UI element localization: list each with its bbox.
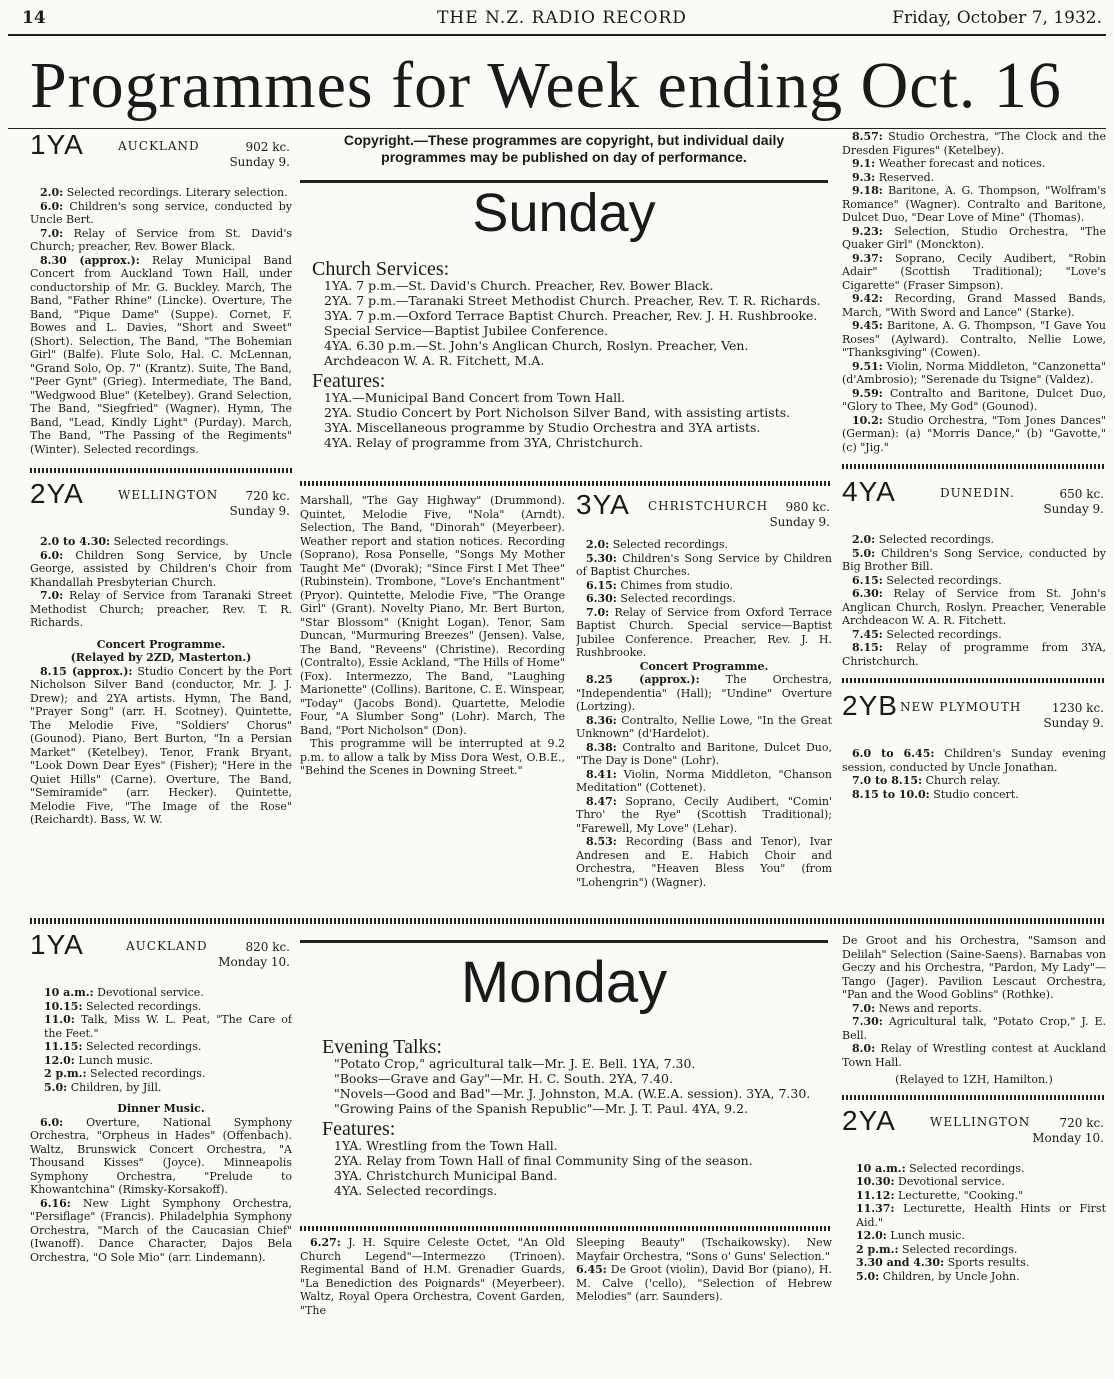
programme-text: Selected recordings. xyxy=(905,1161,1025,1175)
programme-time: 6.15: xyxy=(852,573,883,587)
programme-time: 12.0: xyxy=(856,1229,887,1242)
evening-talks xyxy=(322,1036,822,1116)
programme-item xyxy=(30,186,292,200)
station-code: 2YA xyxy=(842,1104,896,1136)
sunday-banner: Sunday xyxy=(300,180,828,248)
station-freq: 902 kc. Sunday 9. xyxy=(229,140,290,169)
programme-list xyxy=(30,665,292,827)
programme-note: This programme will be interrupted at 9.2 p.m. to allow a talk by Miss Dora West, O.B.E., "Behind the Scenes in Downing Street." xyxy=(300,737,565,777)
station-header-3ya xyxy=(576,494,832,534)
programme-item xyxy=(856,1202,1106,1229)
programme-text: New Light Symphony Orchestra, "Persiflage" (Francis). Philadelphia Symphony Orchestra, "March of the Caucasian Chief" (Iwanoff). Dance Character, Dajos Bela Orchestra, "O Sole Mio" (arr. Lindemann). xyxy=(30,1196,292,1264)
programme-item xyxy=(842,533,1106,547)
programme-item xyxy=(44,1054,292,1068)
programme-list xyxy=(842,130,1106,454)
programme-time: 9.37: xyxy=(852,251,883,265)
station-freq: 980 kc. Sunday 9. xyxy=(769,500,830,529)
programme-text: Baritone, A. G. Thompson, "I Gave You Roses" (Aylward). Contralto, Nellie Lowe, "Thanksgiving" (Cowen). xyxy=(842,319,1106,359)
programme-time: 10 a.m.: xyxy=(44,986,94,999)
station-freq: 720 kc. Sunday 9. xyxy=(229,489,290,518)
main-title: Programmes for Week ending Oct. 16 xyxy=(30,49,1062,122)
station-header-1ya xyxy=(30,134,292,178)
station-city: CHRISTCHURCH xyxy=(648,499,769,513)
programme-time: 6.15: xyxy=(586,578,617,592)
programme-item xyxy=(842,184,1106,225)
church-services-label: Church Services: xyxy=(312,258,450,280)
sunday-col-2 xyxy=(300,494,565,906)
programme-item xyxy=(30,549,292,590)
programme-item xyxy=(576,1236,832,1263)
programme-time: 6.27: xyxy=(310,1236,341,1249)
programme-item xyxy=(576,592,832,606)
programme-text: Relay Municipal Band Concert from Auckland Town Hall, under conductorship of Mr. G. Buckley. March, The Band, "Father Rhine" (Lincke). Overture, The Band, "Pique Dame" (Suppe). Cornet, F. Bowes and L. Davies, "Short and Sweet" (Short). Selection, The Band, "The Bohemian Girl" (Balfe). Flute Solo, Hal. C. McLennan, "Grand Solo, Op. 7" (Krantz). Suite, The Band, "Peer Gynt" (Grieg). Intermediate, The Band, "Wedgwood Blue" (Ketelbey). Grand Selection, The Band, "Siegfried" (Wagner). Hymn, The Band, "Lead, Kindly Light" (Purday). March, The Band, "The Passing of the Regiments" (Winter). Selected recordings. xyxy=(30,253,292,456)
programme-list xyxy=(842,1162,1106,1284)
programme-item xyxy=(842,225,1106,252)
summary-item: 4YA. 6.30 p.m.—St. John's Anglican Church, Roslyn. Preacher, Ven. Archdeacon W. A. R. Fitchett, M.A. xyxy=(324,338,749,368)
day-divider xyxy=(30,918,1106,924)
programme-list xyxy=(576,538,832,660)
station-freq: 1230 kc. Sunday 9. xyxy=(1043,701,1104,730)
station-code: 1YA xyxy=(30,134,84,160)
features xyxy=(312,370,824,450)
summary-item: 3YA. 7 p.m.—Oxford Terrace Baptist Church. Preacher, Rev. J. H. Rushbrooke. Special Service—Baptist Jubilee Conference. xyxy=(324,308,818,338)
programme-item xyxy=(576,606,832,660)
programme-item xyxy=(576,579,832,593)
programme-item xyxy=(30,254,292,457)
programme-text: Chimes from studio. xyxy=(616,578,733,592)
programme-item xyxy=(30,227,292,254)
programme-time: 9.51: xyxy=(852,359,883,373)
monday-col-1 xyxy=(30,934,292,1354)
programme-list xyxy=(842,1002,1106,1070)
programme-time: 9.18: xyxy=(852,184,883,197)
programme-item xyxy=(44,1000,292,1014)
programme-text: Studio Concert by the Port Nicholson Silver Band (conductor, Mr. J. J. Drew); and 2YA artists. Hymn, The Band, "Prayer Song" (arr. H. Scotney). Quintette, The Melodie Five, "Soldiers' Chorus" (Gounod). Piano, Bert Burton, "In a Persian Market" (Ketelbey). Tenor, Frank Bryant, "Look Down Dear Eyes" (Fisher); "Here in the Quiet Hills" (Carne). Overture, The Band, "Semiramide" (arr. Hecker). Quintette, Melodie Five, "The Image of the Rose" (Reichardt). Bass, W. W. xyxy=(30,664,292,826)
programme-text: Baritone, A. G. Thompson, "Wolfram's Romance" (Wagner). Contralto and Baritone, Dulcet Duo, "Dear Love of Mine" (Thomas). xyxy=(842,184,1106,224)
programme-item xyxy=(30,589,292,630)
programme-text: De Groot (violin), David Bor (piano), H. M. Calve ('cello), "Selection of Hebrew Melodies" (arr. Saunders). xyxy=(576,1263,832,1303)
programme-text: Relay of Service from Taranaki Street Methodist Church; preacher, Rev. T. R. Richards. xyxy=(30,589,292,629)
programme-list xyxy=(30,186,292,456)
programme-time: 12.0: xyxy=(44,1053,75,1067)
programme-text: Lunch music. xyxy=(886,1229,965,1242)
programme-time: 9.45: xyxy=(852,319,883,332)
programme-text: Children's song service, conducted by Uncle Bert. xyxy=(30,199,292,226)
programme-item xyxy=(300,1236,565,1317)
programme-text: Children Song Service, by Uncle George, assisted by Children's Choir from Khandallah Presbyterian Church. xyxy=(30,548,292,589)
summary-item: "Potato Crop," agricultural talk—Mr. J. E. Bell. 1YA, 7.30. xyxy=(334,1056,696,1071)
programme-text: Lunch music. xyxy=(74,1053,153,1067)
divider xyxy=(300,1226,830,1231)
station-city: AUCKLAND xyxy=(118,139,200,153)
programme-time: 11.0: xyxy=(44,1013,75,1026)
programme-text: Contralto and Baritone, Dulcet Duo, "Glory to Thee, My God" (Gounod). xyxy=(842,386,1106,413)
copyright-notice: Copyright.—These programmes are copyright, but individual daily programmes may be published on day of performance. xyxy=(343,132,785,165)
programme-text: Children's Song Service by Children of Baptist Churches. xyxy=(576,551,832,578)
programme-time: 2 p.m.: xyxy=(44,1067,87,1080)
station-code: 2YA xyxy=(30,478,84,509)
monday-col-2 xyxy=(300,1236,565,1356)
programme-item xyxy=(842,1002,1106,1016)
programme-text: Recording, Grand Massed Bands, March, "With Sword and Lance" (Starke). xyxy=(842,292,1106,319)
programme-time: 8.15: xyxy=(852,641,883,654)
station-code: 1YA xyxy=(30,934,84,960)
programme-time: 8.53: xyxy=(586,835,617,848)
programme-time: 8.25 (approx.): xyxy=(586,673,700,686)
programme-list xyxy=(842,533,1106,668)
programme-item xyxy=(576,795,832,836)
programme-time: 5.0: xyxy=(856,1269,880,1283)
monday-col-3 xyxy=(576,1236,832,1356)
programme-time: 3.30 and 4.30: xyxy=(856,1256,945,1269)
title-rule xyxy=(8,128,1106,129)
sunday-summary-box xyxy=(312,258,824,476)
programme-item xyxy=(856,1189,1106,1203)
programme-item xyxy=(842,252,1106,293)
programme-text: Studio Orchestra, "The Clock and the Dresden Figures" (Ketelbey). xyxy=(842,130,1106,157)
programme-item xyxy=(842,130,1106,157)
summary-item: 4YA. Relay of programme from 3YA, Christchurch. xyxy=(324,435,643,450)
programme-text: Lecturette, "Cooking." xyxy=(894,1188,1024,1202)
summary-item: "Books—Grave and Gay"—Mr. H. C. South. 2YA, 7.40. xyxy=(334,1071,673,1086)
programme-time: 2.0: xyxy=(40,186,64,199)
programme-text: Selected recordings. xyxy=(616,592,736,605)
programme-item xyxy=(576,1263,832,1304)
summary-item: 4YA. Selected recordings. xyxy=(334,1183,498,1198)
summary-item: 3YA. Miscellaneous programme by Studio Orchestra and 3YA artists. xyxy=(324,420,761,435)
programme-text: Lecturette, Health Hints or First Aid." xyxy=(856,1202,1106,1229)
programme-item xyxy=(842,360,1106,387)
programme-item xyxy=(44,1081,292,1095)
programme-text: Agricultural talk, "Potato Crop," J. E. Bell. xyxy=(842,1015,1106,1042)
programme-item xyxy=(576,835,832,889)
programme-time: 6.30: xyxy=(852,587,883,600)
programme-time: 11.15: xyxy=(44,1040,83,1053)
programme-item xyxy=(856,1162,1106,1176)
programme-text: Selected recordings. xyxy=(882,627,1002,641)
programme-time: 8.41: xyxy=(586,767,617,781)
programme-text: Soprano, Cecily Audibert, "Robin Adair" (Scottish Traditional); "Love's Cigarette" (Fraser Simpson). xyxy=(842,251,1106,292)
programme-time: 7.0: xyxy=(852,1001,876,1015)
programme-text: Selected recordings. Literary selection. xyxy=(63,186,288,199)
divider xyxy=(30,468,292,473)
programme-time: 6.0: xyxy=(40,548,64,562)
programme-text: Soprano, Cecily Audibert, "Comin' Thro' the Rye" (Scottish Traditional); "Farewell, My Love" (Lehar). xyxy=(576,794,832,835)
programme-text: Relay of Wrestling contest at Auckland Town Hall. xyxy=(842,1042,1106,1069)
programme-time: 11.37: xyxy=(856,1202,895,1215)
station-city: NEW PLYMOUTH xyxy=(900,700,1022,714)
programme-text: Talk, Miss W. L. Peat, "The Care of the Feet." xyxy=(44,1013,292,1040)
programme-list xyxy=(30,535,292,630)
programme-item xyxy=(576,768,832,795)
features-label: Features: xyxy=(312,370,386,392)
programme-time: 7.0: xyxy=(586,605,610,619)
programme-time: 10 a.m.: xyxy=(856,1161,906,1175)
station-city: WELLINGTON xyxy=(118,488,219,502)
station-freq: 820 kc. Monday 10. xyxy=(218,940,290,969)
station-header-2ya xyxy=(30,478,292,527)
programme-time: 10.2: xyxy=(852,413,883,427)
programme-time: 6.0 to 6.45: xyxy=(852,747,935,760)
programme-text: Relay of Service from Oxford Terrace Baptist Church. Special service—Baptist Jubilee Conference. Preacher, Rev. J. H. Rushbrooke. xyxy=(576,605,832,659)
programme-text: Recording (Bass and Tenor), Ivar Andresen and E. Habich Choir and Orchestra, "Heaven Bless You" (from "Lohengrin") (Wagner). xyxy=(576,835,832,889)
header-rule xyxy=(8,34,1106,36)
sunday-col-4 xyxy=(842,130,1106,906)
programme-item xyxy=(842,1015,1106,1042)
programme-item xyxy=(576,714,832,741)
publication-title: THE N.Z. RADIO RECORD xyxy=(437,8,687,28)
programme-item xyxy=(856,1270,1106,1284)
programme-text: Contralto and Baritone, Dulcet Duo, "The Day is Done" (Lohr). xyxy=(576,740,832,767)
issue-date: Friday, October 7, 1932. xyxy=(892,8,1102,28)
programme-continuation: De Groot and his Orchestra, "Samson and Delilah" Selection (Saine-Saens). Barnabas von Geczy and his Orchestra, "Pardon, My Lady"—Tango (Jager). Pavilion Lescaut Orchestra, "Pan and the Wood Goblins" (Rothke). xyxy=(842,934,1106,1001)
programme-item xyxy=(842,774,1106,788)
programme-list xyxy=(576,673,832,889)
summary-item: 2YA. Studio Concert by Port Nicholson Silver Band, with assisting artists. xyxy=(324,405,791,420)
programme-text: Selection, Studio Orchestra, "The Quaker Girl" (Monckton). xyxy=(842,224,1106,251)
station-freq: 650 kc. Sunday 9. xyxy=(1043,487,1104,516)
page-header xyxy=(22,6,1102,32)
programme-text: Relay of Service from St. John's Anglican Church, Roslyn. Preacher, Venerable Archdeacon W. A. R. Fitchett. xyxy=(842,587,1106,627)
divider xyxy=(842,464,1106,469)
programme-time: 5.0: xyxy=(44,1080,68,1094)
programme-time: 9.23: xyxy=(852,224,883,238)
programme-text: Relay of programme from 3YA, Christchurch. xyxy=(842,641,1106,668)
sunday-col-1 xyxy=(30,134,292,906)
church-services xyxy=(312,258,824,368)
programme-list xyxy=(842,747,1106,801)
programme-time: 2 p.m.: xyxy=(856,1242,899,1256)
page-number: 14 xyxy=(22,8,46,28)
programme-time: 8.38: xyxy=(586,740,617,754)
programme-text: Devotional service. xyxy=(894,1175,1005,1188)
programme-item xyxy=(842,788,1106,802)
summary-item: 2YA. 7 p.m.—Taranaki Street Methodist Church. Preacher, Rev. T. R. Richards. xyxy=(324,293,821,308)
summary-item: 2YA. Relay from Town Hall of final Community Sing of the season. xyxy=(334,1153,753,1168)
programme-time: 6.16: xyxy=(40,1196,71,1210)
programme-time: 7.0: xyxy=(40,226,64,240)
programme-time: 5.0: xyxy=(852,546,876,560)
programme-text: Children, by Uncle John. xyxy=(879,1269,1020,1283)
programme-text: Contralto, Nellie Lowe, "In the Great Unknown" (d'Hardelot). xyxy=(576,713,832,740)
summary-item: "Novels—Good and Bad"—Mr. J. Johnston, M.A. (W.E.A. session). 3YA, 7.30. xyxy=(334,1086,811,1101)
programme-item xyxy=(44,1067,292,1081)
programme-item xyxy=(856,1243,1106,1257)
programme-text: J. H. Squire Celeste Octet, "An Old Church Legend"—Intermezzo (Trinoen). Regimental Band of H.M. Grenadier Guards, "La Benediction des Poignards" (Meyerbeer). Waltz, Royal Opera Orchestra, Covent Garden, "The xyxy=(300,1236,565,1317)
station-header-2yb xyxy=(842,690,1106,739)
programme-item xyxy=(842,319,1106,360)
programme-text: Children's Sunday evening session, conducted by Uncle Jonathan. xyxy=(842,747,1106,774)
programme-item xyxy=(30,1116,292,1197)
programme-time: 10.15: xyxy=(44,999,83,1013)
summary-item: 3YA. Christchurch Municipal Band. xyxy=(334,1168,558,1183)
divider xyxy=(842,678,1106,683)
programme-time: 6.0: xyxy=(40,199,64,213)
monday-col-4 xyxy=(842,934,1106,1354)
programme-item xyxy=(842,628,1106,642)
programme-time: 2.0: xyxy=(586,538,610,551)
programme-time: 9.42: xyxy=(852,292,883,305)
programme-text: Violin, Norma Middleton, "Chanson Meditation" (Cottenet). xyxy=(576,767,832,794)
programme-text: News and reports. xyxy=(875,1001,982,1015)
programme-time: 6.30: xyxy=(586,592,617,605)
relay-note: (Relayed to 1ZH, Hamilton.) xyxy=(895,1073,1053,1086)
programme-item xyxy=(856,1229,1106,1243)
programme-text: Selected recordings. xyxy=(110,535,229,548)
programme-text: Selected recordings. xyxy=(82,999,202,1013)
programme-item xyxy=(842,292,1106,319)
programme-time: 8.57: xyxy=(852,130,883,143)
programme-time: 7.0: xyxy=(40,589,64,602)
evening-talks-label: Evening Talks: xyxy=(322,1036,442,1058)
programme-item xyxy=(842,574,1106,588)
programme-text: Violin, Norma Middleton, "Canzonetta" (d'Ambrosio); "Serenade du Tsigne" (Valdez). xyxy=(842,359,1106,386)
programme-item xyxy=(856,1256,1106,1270)
programme-text: Selected recordings. xyxy=(86,1067,206,1080)
programme-time: 7.45: xyxy=(852,627,883,641)
programme-item xyxy=(842,747,1106,774)
sunday-col-3 xyxy=(576,494,832,906)
programme-text: Reserved. xyxy=(875,170,935,184)
programme-item xyxy=(30,1197,292,1265)
programme-item xyxy=(842,157,1106,171)
programme-item xyxy=(30,200,292,227)
programme-text: Selected recordings. xyxy=(875,533,995,546)
station-city: DUNEDIN. xyxy=(940,486,1015,500)
programme-list xyxy=(30,1116,292,1265)
programme-time: 5.30: xyxy=(586,551,617,565)
programme-text: Selected recordings. xyxy=(898,1242,1018,1256)
programme-text: Church relay. xyxy=(922,774,1001,787)
section-heading: Dinner Music. xyxy=(117,1102,205,1115)
programme-item xyxy=(856,1175,1106,1189)
relay-note: (Relayed by 2ZD, Masterton.) xyxy=(70,651,252,664)
programme-time: 11.12: xyxy=(856,1188,895,1202)
programme-item xyxy=(44,1013,292,1040)
programme-time: 8.0: xyxy=(852,1042,876,1055)
programme-text: Overture, National Symphony Orchestra, "Orpheus in Hades" (Offenbach). Waltz, Brunswick Concert Orchestra, "A Thousand Kisses" (Joyce). Minneapolis Symphony Orchestra, "Prelude to Khowantchina" (Rimsky-Korsakoff). xyxy=(30,1115,292,1196)
monday-banner: Monday xyxy=(300,940,828,1020)
programme-text: The Orchestra, "Independentia" (Hall); "Undine" Overture (Lortzing). xyxy=(576,673,832,713)
summary-item: 1YA. 7 p.m.—St. David's Church. Preacher, Rev. Bower Black. xyxy=(324,278,714,293)
station-header-2ya-monday xyxy=(842,1104,1106,1154)
programme-item xyxy=(842,547,1106,574)
programme-time: 9.59: xyxy=(852,386,883,400)
programme-item xyxy=(30,665,292,827)
programme-item xyxy=(842,414,1106,455)
monday-summary-box xyxy=(322,1036,822,1220)
programme-time: 9.1: xyxy=(852,157,876,170)
programme-text: Selected recordings. xyxy=(609,538,729,551)
programme-time: 2.0 to 4.30: xyxy=(40,535,111,548)
features-label: Features: xyxy=(322,1118,396,1140)
programme-time: 8.30 (approx.): xyxy=(40,253,140,267)
programme-item xyxy=(30,535,292,549)
programme-item xyxy=(44,986,292,1000)
programme-time: 8.15 (approx.): xyxy=(40,664,133,678)
programme-text: Children's Song Service, conducted by Big Brother Bill. xyxy=(842,546,1106,573)
section-heading: Concert Programme. xyxy=(639,659,769,673)
features xyxy=(322,1118,822,1198)
programme-item xyxy=(576,538,832,552)
station-city: WELLINGTON xyxy=(930,1114,1031,1129)
summary-item: 1YA.—Municipal Band Concert from Town Hall. xyxy=(324,390,626,405)
programme-text: Devotional service. xyxy=(93,986,204,999)
programme-item xyxy=(842,387,1106,414)
programme-item xyxy=(44,1040,292,1054)
divider xyxy=(300,481,830,486)
programme-time: 8.47: xyxy=(586,794,617,808)
programme-time: 6.0: xyxy=(40,1115,64,1129)
programme-item xyxy=(576,741,832,768)
programme-time: 7.0 to 8.15: xyxy=(852,774,923,787)
programme-text: Sleeping Beauty" (Tschaikowsky). New Mayfair Orchestra, "Sons o' Guns' Selection." xyxy=(576,1236,832,1263)
station-header-4ya xyxy=(842,476,1106,525)
programme-text: Weather forecast and notices. xyxy=(875,157,1046,170)
programme-time: 8.15 to 10.0: xyxy=(852,787,930,801)
programme-continuation: Marshall, "The Gay Highway" (Drummond). Quintet, Melodie Five, "Nola" (Arndt). Selection, The Band, "Dinorah" (Meyerbeer). Weather report and station notices. Recording (Soprano), Rosa Ponselle, "Songs My Mother Taught Me" (Dvorak); "Since First I Met Thee" (Rubinstein). Trombone, "Love's Enchantment" (Pryor). Quintette, Melodie Five, "The Orange Girl" (Grant). Novelty Piano, Mr. Bert Burton, "Star Blossom" (Knight Logan). Tenor, Sam Duncan, "Murmuring Breezes" (Jensen). Valse, The Band, "Reveens" (Christine). Recording (Contralto), Essie Ackland, "The Hills of Home" (Fox). Intermezzo, The Band, "Laughing Marionette" (Collins). Baritone, C. E. Winspear, "Today" (Jacobs Bond). Quartette, Melodie Four, "A Slumber Song" (Lohr). March, The Band, "Port Nicholson" (Don). xyxy=(300,494,565,737)
programme-text: Relay of Service from St. David's Church; preacher, Rev. Bower Black. xyxy=(30,226,292,253)
programme-time: 8.36: xyxy=(586,713,617,727)
programme-text: Children, by Jill. xyxy=(67,1080,162,1094)
programme-time: 9.3: xyxy=(852,170,876,184)
programme-item xyxy=(842,1042,1106,1069)
summary-item: 1YA. Wrestling from the Town Hall. xyxy=(334,1138,558,1153)
programme-time: 7.30: xyxy=(852,1015,883,1028)
programme-item xyxy=(842,171,1106,185)
programme-item xyxy=(576,673,832,714)
programme-time: 6.45: xyxy=(576,1263,607,1276)
station-code: 4YA xyxy=(842,476,896,507)
programme-text: Studio concert. xyxy=(929,787,1019,801)
programme-list xyxy=(30,986,292,1094)
station-header-1ya-monday xyxy=(30,934,292,978)
station-freq: 720 kc. Monday 10. xyxy=(1032,1115,1104,1145)
programme-item xyxy=(842,641,1106,668)
programme-text: Selected recordings. xyxy=(882,573,1002,587)
programme-text: Sports results. xyxy=(944,1256,1030,1269)
station-code: 2YB xyxy=(842,690,898,721)
programme-item xyxy=(576,552,832,579)
programme-text: Selected recordings. xyxy=(82,1040,202,1053)
programme-text: Studio Orchestra, "Tom Jones Dances" (German): (a) "Morris Dance," (b) "Gavotte," (c) "Jig." xyxy=(842,413,1106,454)
programme-time: 10.30: xyxy=(856,1175,895,1188)
programme-item xyxy=(842,587,1106,628)
section-heading: Concert Programme. xyxy=(96,637,226,651)
divider xyxy=(842,1095,1106,1100)
programme-time: 2.0: xyxy=(852,533,876,546)
station-code: 3YA xyxy=(576,494,630,520)
station-city: AUCKLAND xyxy=(126,939,208,953)
summary-item: "Growing Pains of the Spanish Republic"—Mr. J. T. Paul. 4YA, 9.2. xyxy=(334,1101,749,1116)
